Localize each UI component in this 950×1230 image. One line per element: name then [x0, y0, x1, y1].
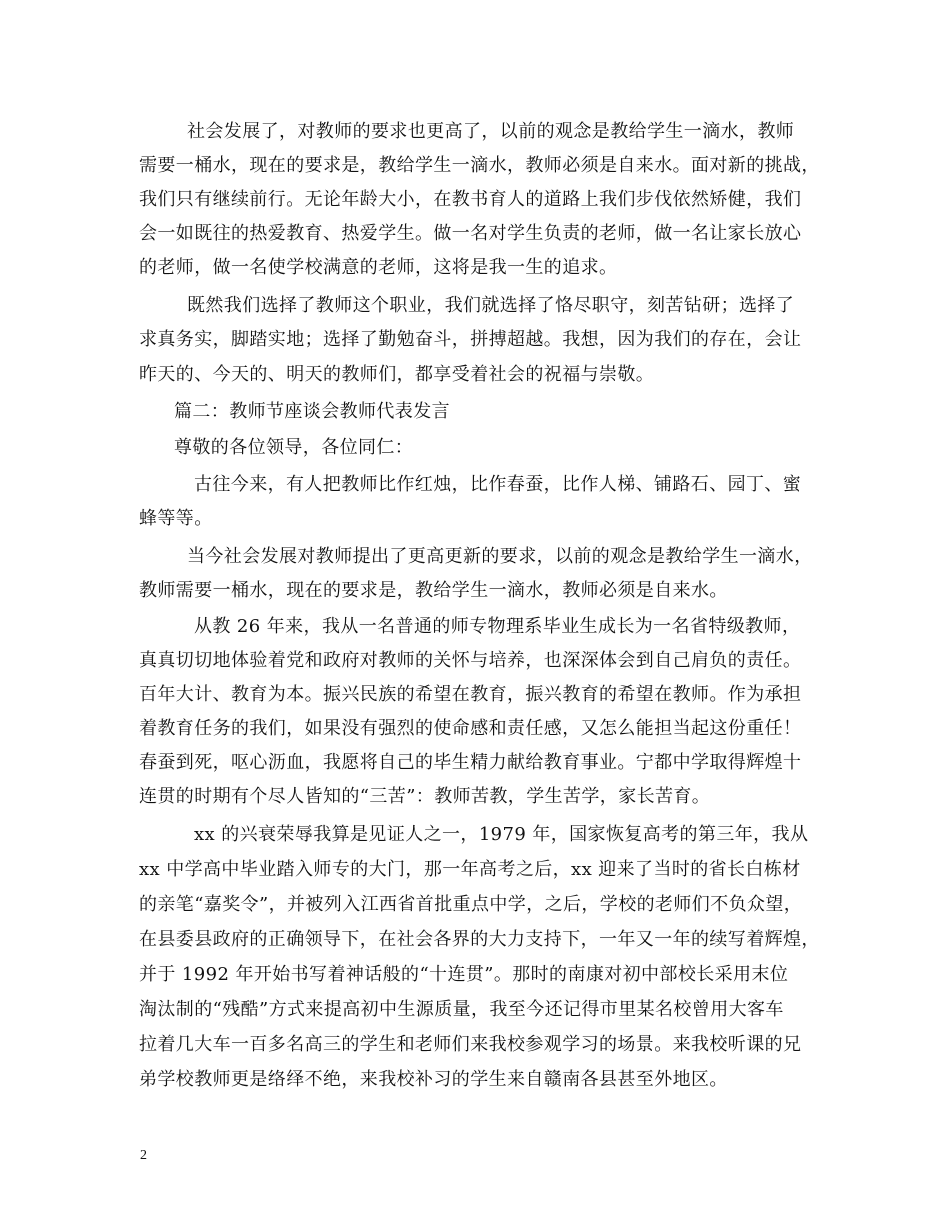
text-line: xx 中学高中毕业踏入师专的大门，那一年高考之后，xx 迎来了当时的省长白栋材 [139, 859, 801, 880]
section-heading: 篇二：教师节座谈会教师代表发言 [174, 401, 450, 422]
text-line: xx 的兴衰荣辱我算是见证人之一，1979 年，国家恢复高考的第三年，我从 [194, 824, 809, 845]
text-line: 连贯的时期有个尽人皆知的“三苦”：教师苦教，学生苦学，家长苦育。 [139, 786, 711, 807]
text-line: 的老师，做一名使学校满意的老师，这将是我一生的追求。 [139, 257, 618, 278]
text-line: 需要一桶水，现在的要求是，教给学生一滴水，教师必须是自来水。面对新的挑战， [139, 155, 820, 176]
text-line: 蜂等等。 [139, 508, 213, 529]
text-line: 我们只有继续前行。无论年龄大小，在教书育人的道路上我们步伐依然矫健，我们 [139, 189, 802, 210]
text-line: 从教 26 年来，我从一名普通的师专物理系毕业生成长为一名省特级教师， [194, 616, 801, 637]
text-line: 教师需要一桶水，现在的要求是，教给学生一滴水，教师必须是自来水。 [139, 580, 728, 601]
text-line: 在县委县政府的正确领导下，在社会各界的大力支持下，一年又一年的续写着辉煌， [139, 929, 820, 950]
text-line: 当今社会发展对教师提出了更高更新的要求，以前的观念是教给学生一滴水， [187, 546, 813, 567]
text-line: 求真务实，脚踏实地；选择了勤勉奋斗，拼搏超越。我想，因为我们的存在，会让 [139, 329, 802, 350]
text-line: 春蚕到死，呕心沥血，我愿将自己的毕生精力献给教育事业。宁都中学取得辉煌十 [139, 752, 802, 773]
text-line: 的亲笔“嘉奖令”，并被列入江西省首批重点中学，之后，学校的老师们不负众望， [139, 894, 803, 915]
text-line: 社会发展了，对教师的要求也更高了，以前的观念是教给学生一滴水，教师 [187, 121, 795, 142]
text-line: 弟学校教师更是络绎不绝，来我校补习的学生来自赣南各县甚至外地区。 [139, 1069, 728, 1090]
text-line: 拉着几大车一百多名高三的学生和老师们来我校参观学习的场景。来我校听课的兄 [139, 1034, 802, 1055]
text-line: 真真切切地体验着党和政府对教师的关怀与培养，也深深体会到自己肩负的责任。 [139, 650, 802, 671]
text-line: 既然我们选择了教师这个职业，我们就选择了恪尽职守，刻苦钻研；选择了 [187, 295, 795, 316]
text-line: 并于 1992 年开始书写着神话般的“十连贯”。那时的南康对初中部校长采用末位 [139, 964, 789, 985]
text-line: 着教育任务的我们，如果没有强烈的使命感和责任感，又怎么能担当起这份重任！ [139, 718, 802, 739]
text-line: 淘汰制的“残酷”方式来提高初中生源质量，我至今还记得市里某名校曾用大客车 [139, 999, 784, 1020]
text-line: 会一如既往的热爱教育、热爱学生。做一名对学生负责的老师，做一名让家长放心 [139, 223, 802, 244]
text-line: 昨天的、今天的、明天的教师们，都享受着社会的祝福与崇敬。 [139, 364, 655, 385]
salutation: 尊敬的各位领导，各位同仁： [174, 437, 414, 458]
text-line: 百年大计、教育为本。振兴民族的希望在教育，振兴教育的希望在教师。作为承担 [139, 684, 802, 705]
page-number: 2 [140, 1148, 147, 1163]
text-line: 古往今来，有人把教师比作红烛，比作春蚕，比作人梯、铺路石、园丁、蜜 [194, 474, 802, 495]
